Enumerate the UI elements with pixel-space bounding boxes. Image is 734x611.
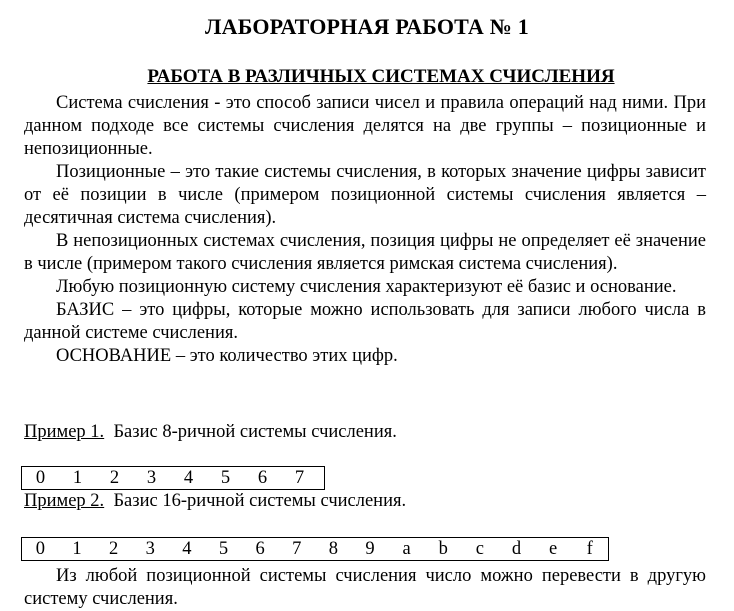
digit-cell: 7 [292, 538, 302, 559]
digit-cell: 3 [145, 538, 155, 559]
paragraph: Позиционные – это такие системы счисления, в которых значение цифры зависит от её позиции в числе (примером позиционной системы счисления является – десятичная система счисления). [24, 162, 706, 228]
digit-cell: 5 [218, 538, 229, 559]
digit-cell: a [402, 538, 411, 559]
digit-cell: 0 [35, 467, 46, 488]
digit-cell: 9 [365, 538, 375, 559]
digit-cell: b [438, 538, 448, 559]
digit-cell: 2 [108, 538, 119, 559]
digit-cell: d [511, 538, 522, 559]
digit-cell: 8 [328, 538, 338, 559]
paragraph: Система счисления - это способ записи чисел и правила операций над ними. При данном подходе все системы счисления делятся на две группы – позиционные и непозиционные. [24, 93, 706, 159]
paragraph: БАЗИС – это цифры, которые можно использовать для записи любого числа в данной системе счисления. [24, 300, 706, 343]
example-2-label: Пример 2. [24, 491, 105, 511]
digit-cell: 6 [257, 467, 268, 488]
digit-cell: 4 [183, 467, 194, 488]
digit-cell: 1 [72, 538, 82, 559]
digit-cell: 1 [72, 467, 83, 488]
paragraph: ОСНОВАНИЕ – это количество этих цифр. [56, 346, 398, 366]
example-2-caption [24, 490, 406, 513]
example-1-caption [24, 421, 397, 444]
digit-cell: 7 [294, 467, 305, 488]
digit-cell: 3 [146, 467, 157, 488]
page-title: ЛАБОРАТОРНАЯ РАБОТА № 1 [205, 14, 529, 39]
closing-paragraph: Из любой позиционной системы счисления число можно перевести в другую систему счисления. [24, 566, 706, 609]
digit-cell: 6 [255, 538, 265, 559]
example-1-text: Базис 8-ричной системы счисления. [113, 422, 397, 442]
paragraph: В непозиционных системах счисления, позиция цифры не определяет её значение в числе (примером такого счисления является римская система счисления). [24, 231, 706, 274]
example-1-label: Пример 1. [24, 422, 105, 442]
paragraph: Любую позиционную систему счисления характеризуют её базис и основание. [56, 277, 677, 297]
digit-cell: c [475, 538, 484, 559]
digit-cell: 4 [182, 538, 192, 559]
digit-cell: 5 [220, 467, 231, 488]
digit-cell: 0 [35, 538, 45, 559]
digit-cell: f [586, 538, 593, 559]
hex-basis-table [21, 537, 609, 561]
section-title: РАБОТА В РАЗЛИЧНЫХ СИСТЕМАХ СЧИСЛЕНИЯ [147, 66, 615, 87]
body-text [24, 92, 706, 368]
digit-cell: 2 [109, 467, 120, 488]
octal-basis-table [21, 466, 325, 490]
example-2-text: Базис 16-ричной системы счисления. [113, 491, 407, 511]
digit-cell: e [548, 538, 558, 559]
